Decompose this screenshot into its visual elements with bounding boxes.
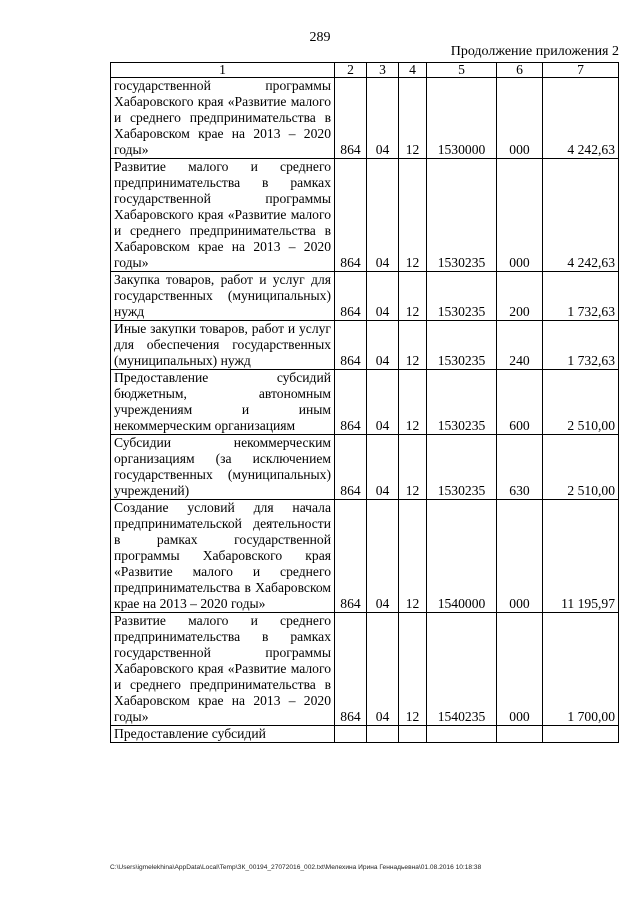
row-description: государственной программы Хабаровского края «Развитие малого и среднего предпринимательства в Хабаровском крае на 2013 – 2020 годы» [111, 78, 335, 159]
subsection-code: 12 [399, 272, 427, 321]
column-header: 7 [543, 63, 619, 78]
target-article-code: 1530235 [427, 435, 497, 500]
row-description: Создание условий для начала предпринимательской деятельности в рамках государственной программы Хабаровского края «Развитие малого и среднего предпринимательства в Хабаровском крае на 2013 – 2020 годы» [111, 500, 335, 613]
row-description: Развитие малого и среднего предпринимательства в рамках государственной программы Хабаровского края «Развитие малого и среднего предпринимательства в Хабаровском крае на 2013 – 2020 годы» [111, 613, 335, 726]
column-header: 6 [497, 63, 543, 78]
row-description: Предоставление субсидий [111, 726, 335, 743]
target-article-code: 1530235 [427, 272, 497, 321]
table-row [111, 272, 619, 321]
expense-type-code: 240 [497, 321, 543, 370]
section-code: 04 [367, 370, 399, 435]
table-row [111, 159, 619, 272]
subsection-code: 12 [399, 370, 427, 435]
expense-type-code [497, 726, 543, 743]
expense-type-code: 630 [497, 435, 543, 500]
expense-type-code: 000 [497, 159, 543, 272]
column-header: 4 [399, 63, 427, 78]
section-code: 04 [367, 272, 399, 321]
subsection-code: 12 [399, 435, 427, 500]
section-code: 04 [367, 78, 399, 159]
target-article-code: 1540235 [427, 613, 497, 726]
ministry-code: 864 [335, 159, 367, 272]
file-path-footer: C:\Users\igmelekhina\AppData\Local\Temp\ЗК_00194_27072016_002.txt\Мелехина Ирина Геннадьевна\01.08.2016 10:18:38 [110, 864, 482, 871]
target-article-code [427, 726, 497, 743]
subsection-code: 12 [399, 78, 427, 159]
subsection-code: 12 [399, 159, 427, 272]
table-row [111, 78, 619, 159]
table-row [111, 435, 619, 500]
subsection-code: 12 [399, 321, 427, 370]
row-description: Развитие малого и среднего предпринимательства в рамках государственной программы Хабаровского края «Развитие малого и среднего предпринимательства в Хабаровском крае на 2013 – 2020 годы» [111, 159, 335, 272]
target-article-code: 1530235 [427, 321, 497, 370]
row-description: Закупка товаров, работ и услуг для государственных (муниципальных) нужд [111, 272, 335, 321]
ministry-code: 864 [335, 272, 367, 321]
table-row [111, 613, 619, 726]
expense-type-code: 000 [497, 613, 543, 726]
target-article-code: 1530235 [427, 370, 497, 435]
amount: 2 510,00 [543, 370, 619, 435]
table-row [111, 500, 619, 613]
ministry-code: 864 [335, 370, 367, 435]
expense-type-code: 200 [497, 272, 543, 321]
subsection-code: 12 [399, 500, 427, 613]
amount: 4 242,63 [543, 78, 619, 159]
table-header-row [111, 63, 619, 78]
section-code: 04 [367, 613, 399, 726]
amount: 11 195,97 [543, 500, 619, 613]
row-description: Предоставление субсидий бюджетным, автономным учреждениям и иным некоммерческим организациям [111, 370, 335, 435]
section-code: 04 [367, 435, 399, 500]
ministry-code [335, 726, 367, 743]
amount: 1 732,63 [543, 272, 619, 321]
appendix-continuation-label: Продолжение приложения 2 [450, 44, 619, 59]
section-code: 04 [367, 321, 399, 370]
ministry-code: 864 [335, 321, 367, 370]
column-header: 5 [427, 63, 497, 78]
row-description: Субсидии некоммерческим организациям (за исключением государственных (муниципальных) учреждений) [111, 435, 335, 500]
section-code: 04 [367, 159, 399, 272]
section-code [367, 726, 399, 743]
target-article-code: 1530000 [427, 78, 497, 159]
expense-type-code: 600 [497, 370, 543, 435]
amount [543, 726, 619, 743]
amount: 1 700,00 [543, 613, 619, 726]
ministry-code: 864 [335, 78, 367, 159]
target-article-code: 1530235 [427, 159, 497, 272]
subsection-code: 12 [399, 613, 427, 726]
ministry-code: 864 [335, 435, 367, 500]
subsection-code [399, 726, 427, 743]
row-description: Иные закупки товаров, работ и услуг для обеспечения государственных (муниципальных) нужд [111, 321, 335, 370]
expense-type-code: 000 [497, 500, 543, 613]
page-number: 289 [309, 30, 331, 45]
ministry-code: 864 [335, 500, 367, 613]
amount: 4 242,63 [543, 159, 619, 272]
expense-type-code: 000 [497, 78, 543, 159]
column-header: 2 [335, 63, 367, 78]
section-code: 04 [367, 500, 399, 613]
table-row [111, 370, 619, 435]
column-header: 3 [367, 63, 399, 78]
column-header: 1 [111, 63, 335, 78]
ministry-code: 864 [335, 613, 367, 726]
table-row [111, 726, 619, 743]
table-row [111, 321, 619, 370]
budget-table [110, 62, 619, 743]
amount: 1 732,63 [543, 321, 619, 370]
target-article-code: 1540000 [427, 500, 497, 613]
amount: 2 510,00 [543, 435, 619, 500]
